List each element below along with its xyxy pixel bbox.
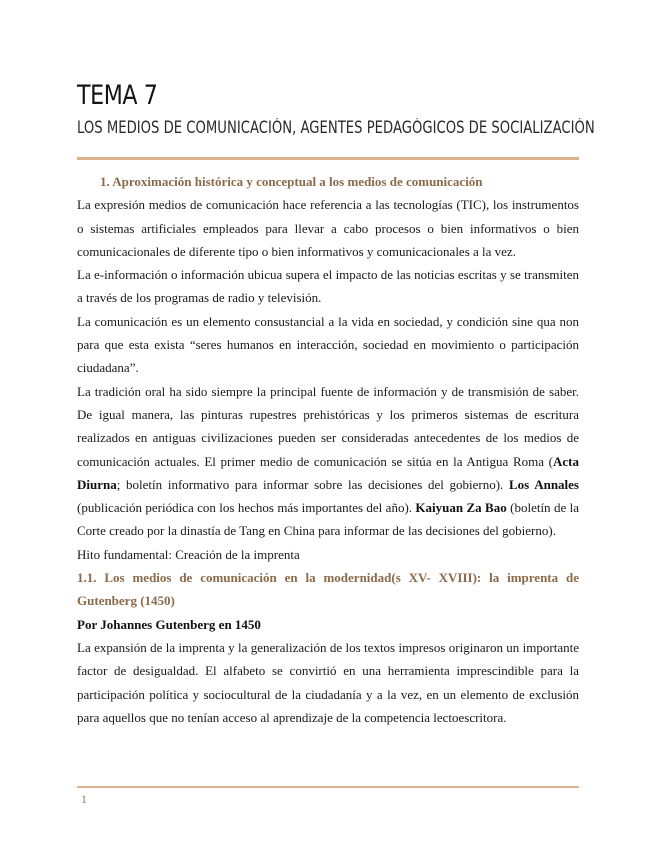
- paragraph-5: Hito fundamental: Creación de la imprenta: [77, 546, 300, 562]
- page-title: TEMA 7: [77, 80, 158, 111]
- paragraph-3: La comunicación es un elemento consustancial a la vida en sociedad, y condición sine qua non para que esta exista “seres humanos en interacción, sociedad en movimiento o participación ciudadana”.: [77, 313, 579, 376]
- paragraph-4-text-c: ; boletín informativo para informar sobre las decisiones del gobierno).: [116, 476, 509, 492]
- section-subheading: Por Johannes Gutenberg en 1450: [77, 616, 261, 632]
- page-number: 1: [81, 792, 87, 806]
- bold-kaiyuan-za-bao: Kaiyuan Za Bao: [415, 500, 507, 516]
- footer-divider: [77, 786, 579, 788]
- paragraph-1: La expresión medios de comunicación hace referencia a las tecnologías (TIC), los instrumentos o sistemas artificiales empleados para llevar a cabo procesos o bien informativos o bien comunicacionales de diferente tipo o bien informativos y comunicacionales a la vez.: [77, 197, 579, 259]
- paragraph-4-text-d: (publicación periódica con los hechos más importantes del año).: [77, 500, 416, 516]
- section-heading-1: 1. Aproximación histórica y conceptual a los medios de comunicación: [100, 174, 483, 189]
- paragraph-6: La expansión de la imprenta y la generalización de los textos impresos originaron un importante factor de desigualdad. El alfabeto se convirtió en una herramienta imprescindible para la participación política y sociocultural de la ciudadanía y a la vez, en un elemento de exclusión para aquellos que no tenían acceso al aprendizaje de la competencia lectoescritora.: [77, 639, 579, 725]
- page-subtitle: LOS MEDIOS DE COMUNICACIÓN, AGENTES PEDAGÓGICOS DE SOCIALIZACIÓN: [77, 118, 595, 137]
- document-body: [77, 170, 579, 729]
- section-heading-1-1: 1.1. Los medios de comunicación en la modernidad(s XV- XVIII): la imprenta de Gutenberg (1450): [77, 570, 579, 609]
- paragraph-4: [77, 380, 579, 543]
- paragraph-4-text-e: (boletín de la Corte creado por la dinastía de Tang en China para informar de las decisiones del gobierno).: [77, 500, 579, 539]
- paragraph-4-text-a: La tradición oral ha sido siempre la principal fuente de información y de transmisión de saber. De igual manera, las pinturas rupestres prehistóricas y los primeros sistemas de escritura realizados en antiguas civilizaciones pueden ser consideradas antecedentes de los medios de comunicación actuales. El primer medio de comunicación se sitúa en la Antigua Roma (: [77, 383, 579, 469]
- header-divider: [77, 157, 579, 160]
- paragraph-2: La e-información o información ubicua supera el impacto de las noticias escritas y se transmiten a través de los programas de radio y televisión.: [77, 267, 579, 306]
- bold-acta-diurna: Acta Diurna: [77, 453, 579, 492]
- bold-los-annales: Los Annales: [509, 476, 579, 492]
